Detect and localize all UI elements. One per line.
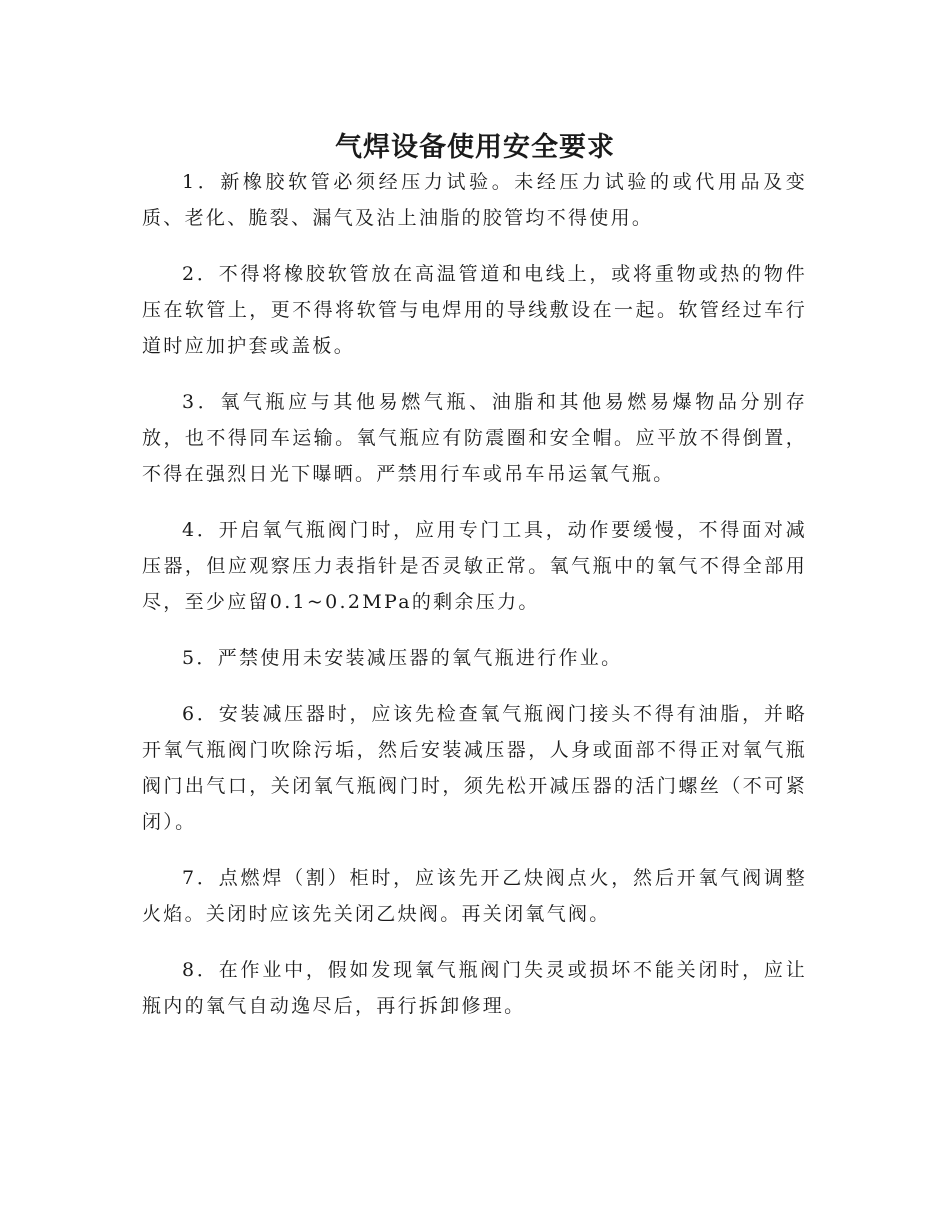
rule-item-3: 3．氧气瓶应与其他易燃气瓶、油脂和其他易燃易爆物品分别存放，也不得同车运输。氧气瓶应有防震圈和安全帽。应平放不得倒置，不得在强烈日光下曝晒。严禁用行车或吊车吊运氧气瓶。 — [142, 391, 807, 485]
rule-item-4: 4．开启氧气瓶阀门时，应用专门工具，动作要缓慢，不得面对减压器，但应观察压力表指针是否灵敏正常。氧气瓶中的氧气不得全部用尽，至少应留0.1~0.2MPa的剩余压力。 — [142, 519, 807, 613]
rule-item-6: 6．安装减压器时，应该先检查氧气瓶阀门接头不得有油脂，并略开氧气瓶阀门吹除污垢，然后安装减压器，人身或面部不得正对氧气瓶阀门出气口，关闭氧气瓶阀门时，须先松开减压器的活门螺丝（不可紧闭）。 — [142, 703, 807, 833]
rule-item-1: 1．新橡胶软管必须经压力试验。未经压力试验的或代用品及变质、老化、脆裂、漏气及沾上油脂的胶管均不得使用。 — [142, 171, 807, 229]
document-title: 气焊设备使用安全要求 — [335, 132, 615, 164]
rule-item-8: 8．在作业中，假如发现氧气瓶阀门失灵或损坏不能关闭时，应让瓶内的氧气自动逸尽后，再行拆卸修理。 — [142, 959, 807, 1017]
rule-item-5: 5．严禁使用未安装减压器的氧气瓶进行作业。 — [182, 647, 623, 669]
rule-item-7: 7．点燃焊（割）柜时，应该先开乙炔阀点火，然后开氧气阀调整火焰。关闭时应该先关闭乙炔阀。再关闭氧气阀。 — [142, 867, 807, 925]
rule-item-2: 2．不得将橡胶软管放在高温管道和电线上，或将重物或热的物件压在软管上，更不得将软管与电焊用的导线敷设在一起。软管经过车行道时应加护套或盖板。 — [142, 263, 807, 357]
document-body — [142, 164, 807, 1044]
